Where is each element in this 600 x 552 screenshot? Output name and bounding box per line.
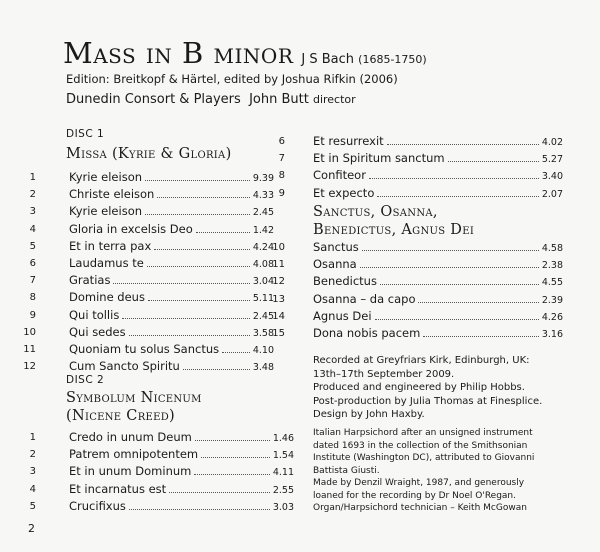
credit-dates: 13th–17th September 2009.	[313, 368, 455, 380]
track-duration: 2.39	[541, 294, 563, 306]
track-number: 10	[23, 326, 36, 338]
track-title: Dona nobis pacem	[313, 326, 421, 340]
dot-leader	[129, 508, 270, 510]
track-number: 3	[29, 206, 36, 218]
track-row	[0, 359, 280, 376]
track-duration: 5.27	[541, 154, 563, 166]
section-missa: Missa (Kyrie & Gloria)	[66, 146, 232, 162]
track-row	[0, 342, 280, 359]
instrument-note-line: Battista Giusti.	[313, 465, 380, 476]
track-duration: 4.33	[252, 190, 274, 202]
track-number: 8	[278, 170, 285, 182]
track-title: Sanctus	[313, 240, 359, 254]
track-duration: 2.38	[541, 260, 563, 272]
track-title: Crucifixus	[69, 498, 126, 513]
track-line	[69, 482, 294, 496]
track-row	[0, 309, 600, 326]
track-number: 8	[29, 292, 36, 304]
dot-leader	[387, 143, 539, 145]
instrument-note-line: Made by Denzil Wraight, 1987, and generously	[313, 478, 525, 488]
track-duration: 1.46	[272, 433, 294, 444]
track-row	[0, 430, 300, 447]
track-duration: 2.55	[272, 484, 294, 496]
track-title: Confiteor	[313, 168, 366, 183]
dot-leader	[380, 283, 539, 285]
track-duration: 4.02	[541, 137, 563, 148]
track-duration: 5.11	[252, 293, 274, 305]
track-number: 7	[29, 275, 36, 287]
track-row	[0, 134, 600, 151]
dot-leader	[201, 456, 270, 458]
track-number: 12	[23, 361, 36, 373]
track-title: Christe eleison	[69, 187, 155, 202]
track-duration: 3.04	[252, 276, 274, 288]
track-number: 9	[29, 309, 36, 321]
track-number: 9	[278, 187, 285, 199]
track-duration: 1.54	[272, 450, 294, 462]
dot-leader	[145, 213, 250, 215]
credit-post: Post-production by Julia Thomas at Finesplice.	[313, 395, 543, 407]
recording-credits	[313, 354, 542, 422]
track-number: 15	[272, 328, 285, 339]
dot-leader	[194, 473, 269, 475]
track-line	[313, 186, 563, 200]
dot-leader	[222, 351, 250, 353]
disc2-label: DISC 2	[66, 374, 105, 386]
track-duration: 2.45	[252, 310, 274, 322]
track-line	[69, 464, 294, 478]
track-line	[313, 309, 563, 323]
instrument-note-line: Organ/Harpsichord technician – Keith McGowan	[313, 503, 527, 513]
dot-leader	[362, 249, 539, 251]
dot-leader	[195, 439, 270, 441]
section-sanctus-line1: Sanctus, Osanna,	[313, 204, 438, 220]
track-row	[0, 464, 300, 481]
track-title: Gratias	[69, 273, 111, 288]
track-row	[0, 204, 280, 221]
track-title: Patrem omnipotentem	[69, 447, 199, 462]
dot-leader	[360, 266, 539, 268]
dot-leader	[423, 335, 539, 337]
track-title: Quoniam tu solus Sanctus	[69, 342, 220, 356]
track-row	[0, 240, 600, 257]
credit-design: Design by John Haxby.	[313, 409, 425, 420]
track-duration: 4.26	[541, 311, 563, 323]
ensemble-line	[66, 92, 356, 107]
track-title: Osanna	[313, 257, 357, 272]
album-title	[63, 36, 427, 70]
director-role: director	[312, 93, 356, 106]
track-row	[0, 326, 600, 343]
track-row	[0, 292, 600, 309]
track-duration: 3.40	[541, 171, 563, 183]
track-number: 4	[29, 223, 36, 235]
track-row	[0, 499, 300, 516]
track-duration: 4.58	[541, 243, 563, 254]
track-duration: 9.39	[252, 173, 274, 184]
track-duration: 3.48	[252, 362, 274, 374]
title-text: Mass in B minor	[63, 36, 294, 70]
track-number: 3	[29, 466, 36, 478]
track-title: Et incarnatus est	[69, 481, 167, 496]
track-duration: 4.24	[252, 241, 274, 253]
track-row	[0, 186, 600, 203]
track-line	[69, 447, 294, 461]
track-title: Et in terra pax	[69, 238, 152, 253]
track-number: 11	[272, 259, 285, 271]
track-row	[0, 447, 300, 464]
track-line	[69, 499, 294, 513]
track-number: 4	[29, 483, 36, 495]
track-duration: 3.03	[272, 501, 294, 513]
track-title: Benedictus	[313, 274, 377, 289]
track-duration: 3.16	[541, 329, 563, 340]
credit-recorded: Recorded at Greyfriars Kirk, Edinburgh, UK:	[313, 355, 530, 366]
track-number: 14	[272, 310, 285, 322]
track-number: 1	[29, 432, 36, 443]
track-title: Gloria in excelsis Deo	[69, 221, 193, 236]
track-line	[69, 430, 294, 444]
track-row	[0, 482, 300, 499]
track-title: Laudamus te	[69, 256, 144, 270]
track-number: 1	[29, 172, 36, 183]
track-duration: 4.11	[272, 467, 294, 479]
dot-leader	[377, 195, 538, 197]
dot-leader	[369, 177, 539, 179]
composer-dates: (1685-1750)	[358, 53, 427, 66]
composer-line	[301, 52, 426, 67]
track-line	[69, 342, 274, 356]
track-title: Cum Sancto Spiritu	[69, 359, 180, 374]
credit-produced: Produced and engineered by Philip Hobbs.	[313, 382, 525, 393]
track-title: Agnus Dei	[313, 308, 372, 323]
instrument-notes	[313, 427, 534, 515]
track-number: 7	[278, 153, 285, 165]
director-name: John Butt	[249, 92, 309, 107]
track-line	[69, 222, 274, 236]
track-number: 13	[272, 293, 285, 305]
disc1-label: DISC 1	[66, 128, 105, 140]
track-number: 6	[29, 258, 36, 269]
dot-leader	[169, 491, 270, 493]
edition-line: Edition: Breitkopf & Härtel, edited by Joshua Rifkin (2006)	[66, 72, 398, 86]
dot-leader	[448, 160, 539, 162]
track-duration: 4.55	[541, 277, 563, 289]
track-duration: 2.07	[541, 188, 563, 200]
section-sanctus-line2: Benedictus, Agnus Dei	[313, 222, 475, 238]
instrument-note-line: Institute (Washington DC), attributed to Giovanni	[313, 453, 535, 463]
track-line	[69, 359, 274, 373]
section-symbolum-line1: Symbolum Nicenum	[66, 390, 202, 406]
track-number: 12	[272, 276, 285, 288]
track-duration: 2.45	[252, 207, 274, 219]
page-number: 2	[28, 522, 35, 535]
track-title: Et resurrexit	[313, 134, 384, 148]
track-title: Osanna – da capo	[313, 291, 416, 306]
dot-leader	[183, 368, 250, 370]
instrument-note-line: dated 1693 in the collection of the Smithsonian	[313, 440, 528, 451]
track-line	[313, 168, 563, 182]
dot-leader	[418, 301, 538, 303]
track-title: Credo in unum Deum	[69, 430, 192, 444]
track-row	[0, 168, 600, 185]
track-title: Et expecto	[313, 185, 375, 200]
instrument-note-line: Italian Harpsichord after an unsigned instrument	[313, 428, 533, 438]
track-line	[313, 151, 563, 165]
track-title: Et in unum Dominum	[69, 464, 192, 479]
track-row	[0, 274, 600, 291]
track-number: 2	[29, 189, 36, 201]
track-row	[0, 257, 600, 274]
track-number: 6	[278, 136, 285, 147]
instrument-note-line: loaned for the recording by Dr Noel O'Regan.	[313, 490, 516, 501]
section-symbolum-line2: (Nicene Creed)	[66, 408, 176, 424]
track-number: 11	[23, 344, 36, 355]
track-number: 10	[272, 242, 285, 253]
track-title: Qui sedes	[69, 324, 126, 339]
track-number: 5	[29, 500, 36, 512]
track-title: Kyrie eleison	[69, 204, 143, 219]
track-line	[313, 240, 563, 254]
track-line	[313, 134, 563, 148]
track-number: 2	[29, 449, 36, 461]
track-line	[313, 292, 563, 306]
track-line	[313, 274, 563, 288]
track-title: Domine deus	[69, 290, 145, 305]
track-title: Qui tollis	[69, 307, 120, 322]
track-line	[313, 257, 563, 271]
composer-name: J S Bach	[301, 52, 355, 67]
ensemble-name: Dunedin Consort & Players	[66, 92, 241, 107]
track-duration: 4.10	[252, 345, 274, 356]
dot-leader	[375, 318, 539, 320]
track-line	[313, 326, 563, 340]
track-row	[0, 151, 600, 168]
track-row	[0, 222, 280, 239]
track-duration: 1.42	[252, 224, 274, 236]
dot-leader	[196, 231, 250, 233]
track-line	[69, 204, 274, 218]
track-number: 5	[29, 240, 36, 252]
track-title: Kyrie eleison	[69, 170, 143, 184]
track-title: Et in Spiritum sanctum	[313, 151, 445, 166]
track-duration: 4.08	[252, 259, 274, 270]
track-duration: 3.58	[252, 327, 274, 339]
